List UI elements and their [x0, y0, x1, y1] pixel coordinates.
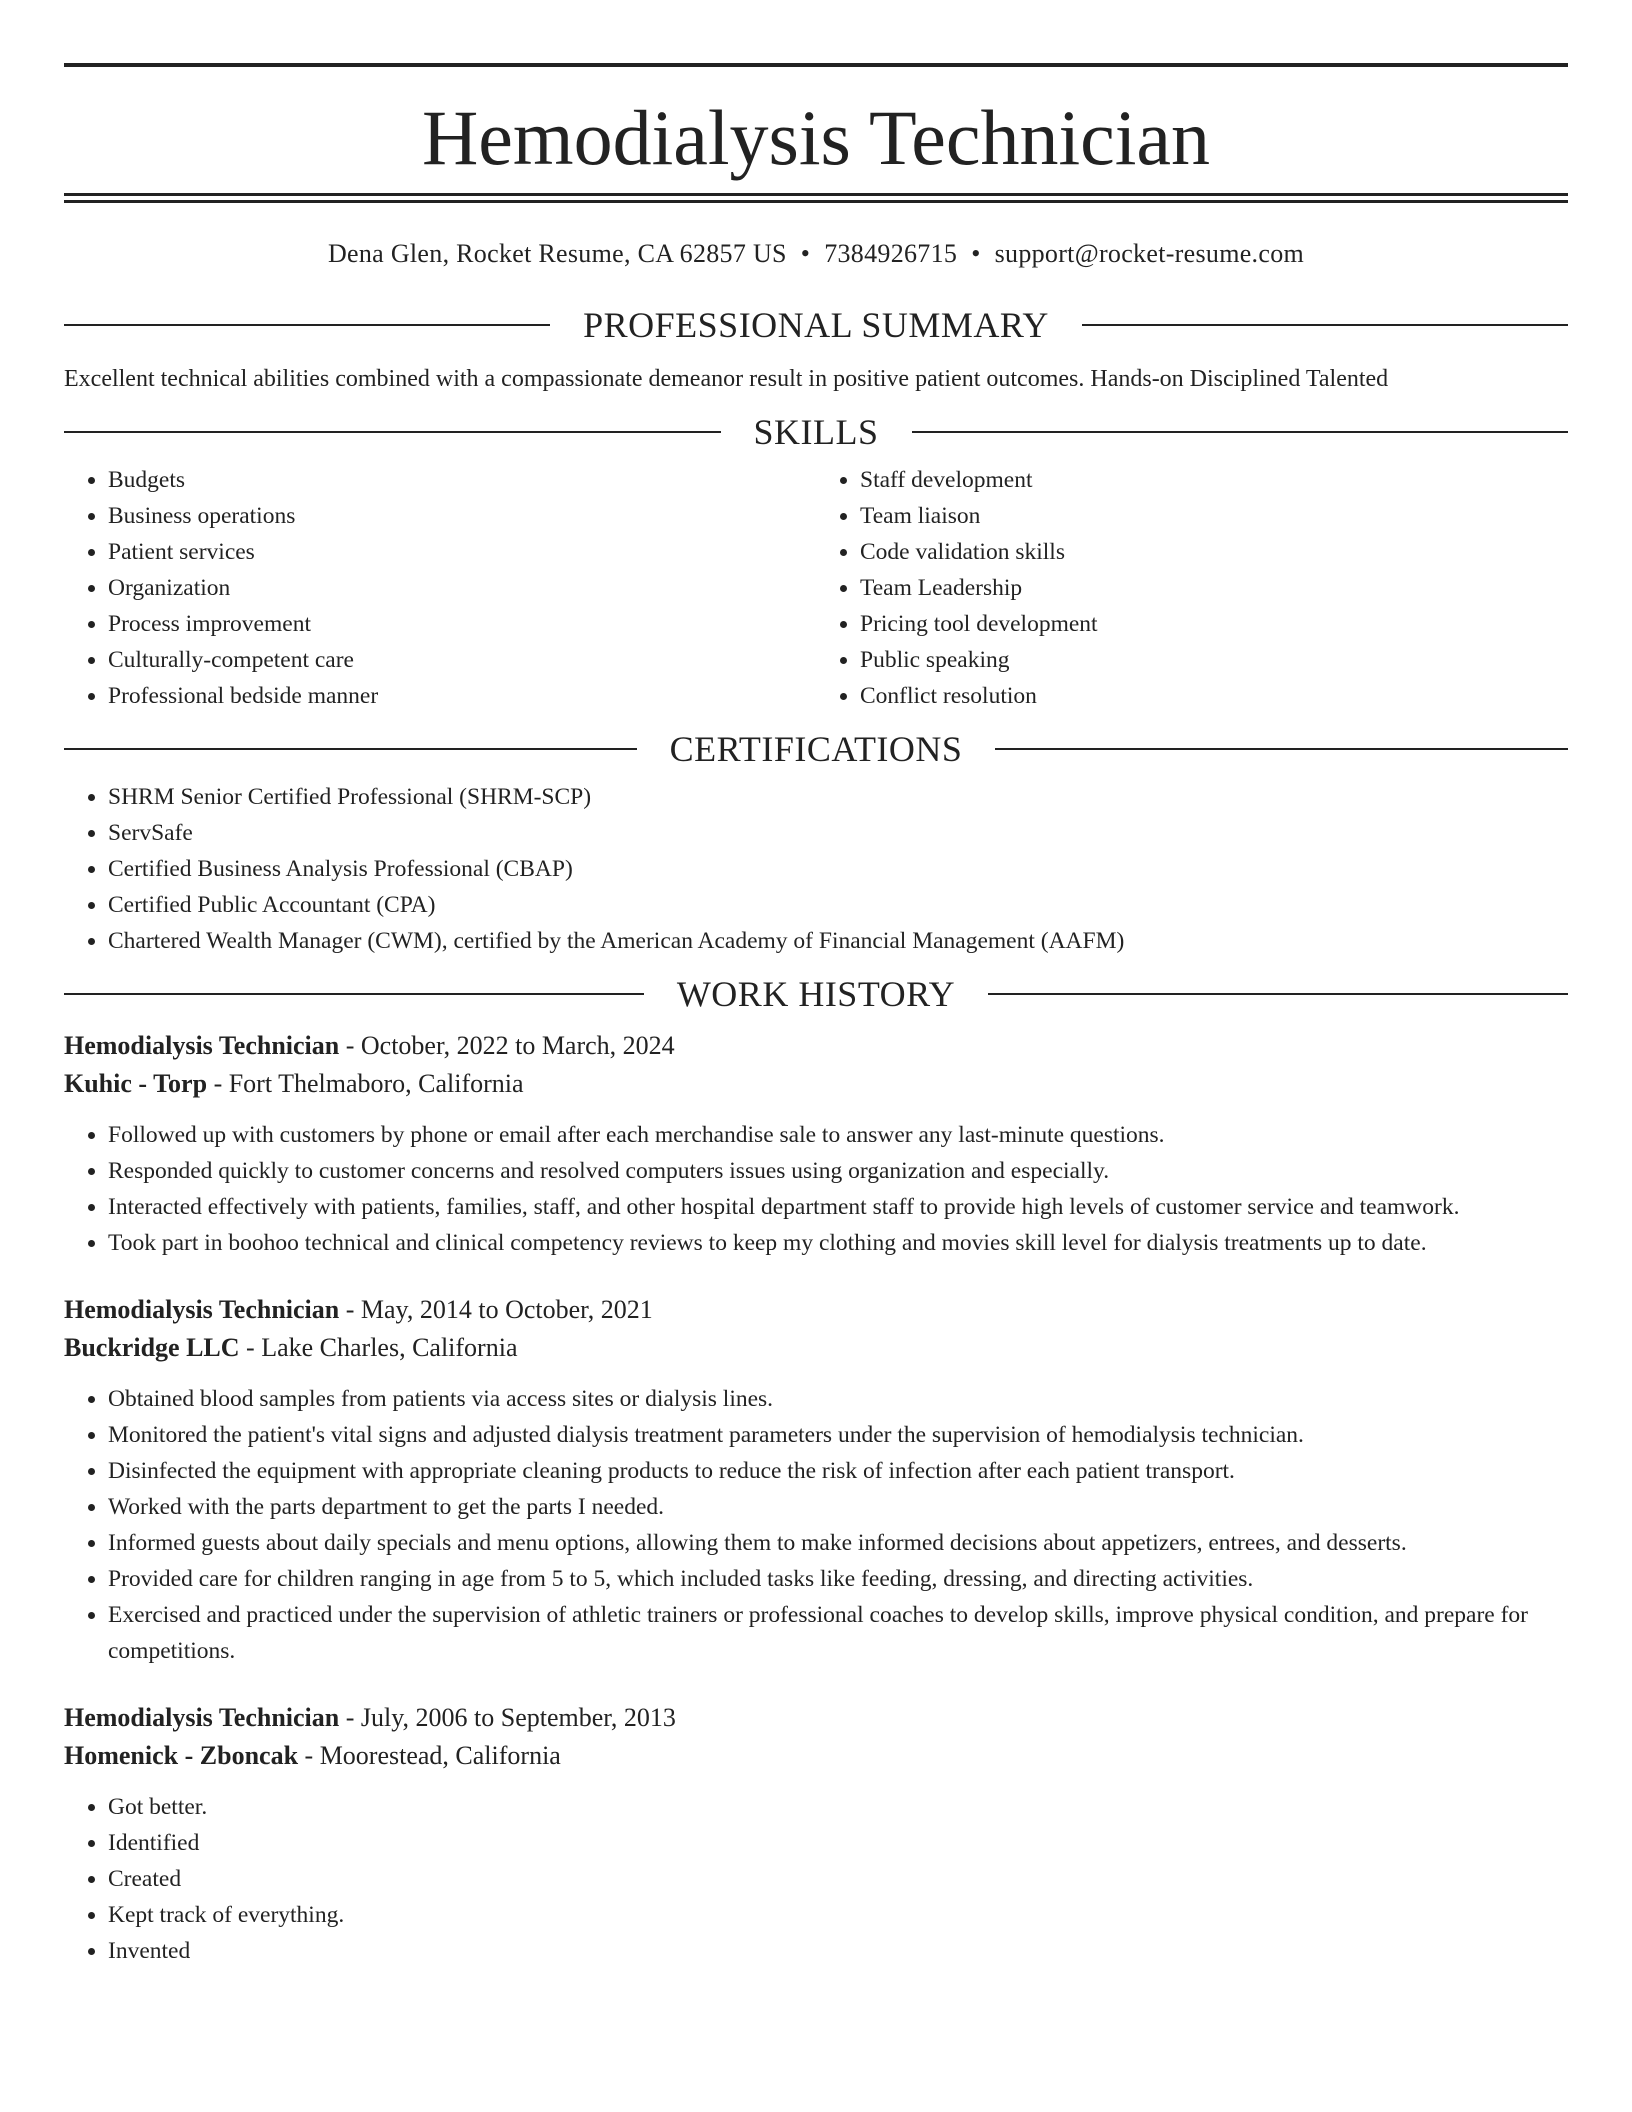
skill-item: • Team Leadership: [860, 570, 1568, 606]
work-history-heading-label: WORK HISTORY: [676, 974, 956, 1014]
certifications-list: [64, 779, 1568, 959]
skill-item: • Patient services: [108, 534, 816, 570]
heading-rule: [988, 993, 1568, 995]
heading-rule: [64, 324, 550, 326]
job-company: Kuhic - Torp: [64, 1069, 208, 1098]
job-company: Buckridge LLC: [64, 1333, 240, 1362]
duty-item: • Got better.: [108, 1789, 1568, 1825]
duty-item: • Followed up with customers by phone or email after each merchandise sale to answer any last-minute questions.: [108, 1117, 1568, 1153]
summary-heading: [64, 304, 1568, 346]
duty-item: • Monitored the patient's vital signs and adjusted dialysis treatment parameters under the supervision of hemodialysis technician.: [108, 1417, 1568, 1453]
certification-item: • Certified Public Accountant (CPA): [108, 887, 1568, 923]
skill-item: • Business operations: [108, 498, 816, 534]
duty-item: • Obtained blood samples from patients via access sites or dialysis lines.: [108, 1381, 1568, 1417]
contact-address: Dena Glen, Rocket Resume, CA 62857 US: [327, 239, 787, 268]
skills-list: [64, 462, 1568, 714]
job-company-line: [64, 1065, 1568, 1103]
contact-separator: •: [971, 239, 981, 268]
skill-item: • Budgets: [108, 462, 816, 498]
duty-item: • Created: [108, 1861, 1568, 1897]
heading-rule: [64, 748, 637, 750]
resume-page: [64, 0, 1568, 1969]
job-company-line: [64, 1737, 1568, 1775]
certification-item: • ServSafe: [108, 815, 1568, 851]
duty-item: • Responded quickly to customer concerns and resolved computers issues using organization and especially.: [108, 1153, 1568, 1189]
duty-item: • Exercised and practiced under the supervision of athletic trainers or professional coaches to develop skills, improve physical condition, and prepare for competitions.: [108, 1597, 1568, 1669]
job-title: Hemodialysis Technician: [64, 1295, 340, 1324]
skill-item: • Code validation skills: [860, 534, 1568, 570]
summary-heading-label: PROFESSIONAL SUMMARY: [583, 305, 1049, 345]
skill-item: • Organization: [108, 570, 816, 606]
job-title-line: [64, 1291, 1568, 1329]
duty-item: • Kept track of everything.: [108, 1897, 1568, 1933]
skill-item: • Conflict resolution: [860, 678, 1568, 714]
certifications-heading: [64, 728, 1568, 770]
job-duties: [64, 1381, 1568, 1669]
skill-item: • Culturally-competent care: [108, 642, 816, 678]
job-title-line: [64, 1027, 1568, 1065]
skill-item: • Public speaking: [860, 642, 1568, 678]
heading-rule: [1082, 324, 1568, 326]
contact-email: support@rocket-resume.com: [994, 239, 1305, 268]
job-dates: - October, 2022 to March, 2024: [339, 1031, 675, 1060]
job-title: Hemodialysis Technician: [64, 1031, 340, 1060]
job-entry: [64, 1699, 1568, 1969]
heading-rule: [64, 993, 644, 995]
duty-item: • Took part in boohoo technical and clinical competency reviews to keep my clothing and movies skill level for dialysis treatments up to date.: [108, 1225, 1568, 1261]
certification-item: • Certified Business Analysis Professional (CBAP): [108, 851, 1568, 887]
work-history-heading: [64, 973, 1568, 1015]
contact-phone: 7384926715: [824, 239, 958, 268]
summary-text: Excellent technical abilities combined with a compassionate demeanor result in positive patient outcomes. Hands-on Disciplined Talented: [64, 366, 1389, 392]
job-location: - Moorestead, California: [298, 1741, 561, 1770]
page-title: Hemodialysis Technician: [421, 94, 1211, 181]
certification-item: • SHRM Senior Certified Professional (SHRM-SCP): [108, 779, 1568, 815]
job-title-line: [64, 1699, 1568, 1737]
certifications-heading-label: CERTIFICATIONS: [669, 729, 963, 769]
skill-item: • Staff development: [860, 462, 1568, 498]
duty-item: • Identified: [108, 1825, 1568, 1861]
job-entry: [64, 1291, 1568, 1669]
heading-rule: [64, 431, 721, 433]
skills-heading: [64, 411, 1568, 453]
job-company-line: [64, 1329, 1568, 1367]
job-duties: [64, 1117, 1568, 1261]
job-dates: - May, 2014 to October, 2021: [339, 1295, 653, 1324]
skill-item: • Professional bedside manner: [108, 678, 816, 714]
contact-line: [64, 237, 1568, 271]
job-dates: - July, 2006 to September, 2013: [339, 1703, 676, 1732]
contact-separator: •: [800, 239, 811, 268]
skills-heading-label: SKILLS: [753, 412, 879, 452]
certification-item: • Chartered Wealth Manager (CWM), certified by the American Academy of Financial Management (AAFM): [108, 923, 1568, 959]
skills-column-right: [816, 462, 1568, 714]
skill-item: • Pricing tool development: [860, 606, 1568, 642]
duty-item: • Disinfected the equipment with appropriate cleaning products to reduce the risk of infection after each patient transport.: [108, 1453, 1568, 1489]
heading-rule: [995, 748, 1568, 750]
top-rule: [64, 63, 1568, 67]
duty-item: • Invented: [108, 1933, 1568, 1969]
job-location: - Lake Charles, California: [239, 1333, 518, 1362]
job-company: Homenick - Zboncak: [64, 1741, 299, 1770]
duty-item: • Informed guests about daily specials and menu options, allowing them to make informed decisions about appetizers, entrees, and desserts.: [108, 1525, 1568, 1561]
skills-column-left: [64, 462, 816, 714]
duty-item: • Interacted effectively with patients, families, staff, and other hospital department staff to provide high levels of customer service and teamwork.: [108, 1189, 1568, 1225]
duty-item: • Worked with the parts department to get the parts I needed.: [108, 1489, 1568, 1525]
skill-item: • Team liaison: [860, 498, 1568, 534]
job-location: - Fort Thelmaboro, California: [207, 1069, 524, 1098]
heading-rule: [912, 431, 1569, 433]
job-entry: [64, 1027, 1568, 1261]
duty-item: • Provided care for children ranging in age from 5 to 5, which included tasks like feeding, dressing, and directing activities.: [108, 1561, 1568, 1597]
title-double-rule: [64, 193, 1568, 203]
job-title: Hemodialysis Technician: [64, 1703, 340, 1732]
job-duties: [64, 1789, 1568, 1969]
skill-item: • Process improvement: [108, 606, 816, 642]
